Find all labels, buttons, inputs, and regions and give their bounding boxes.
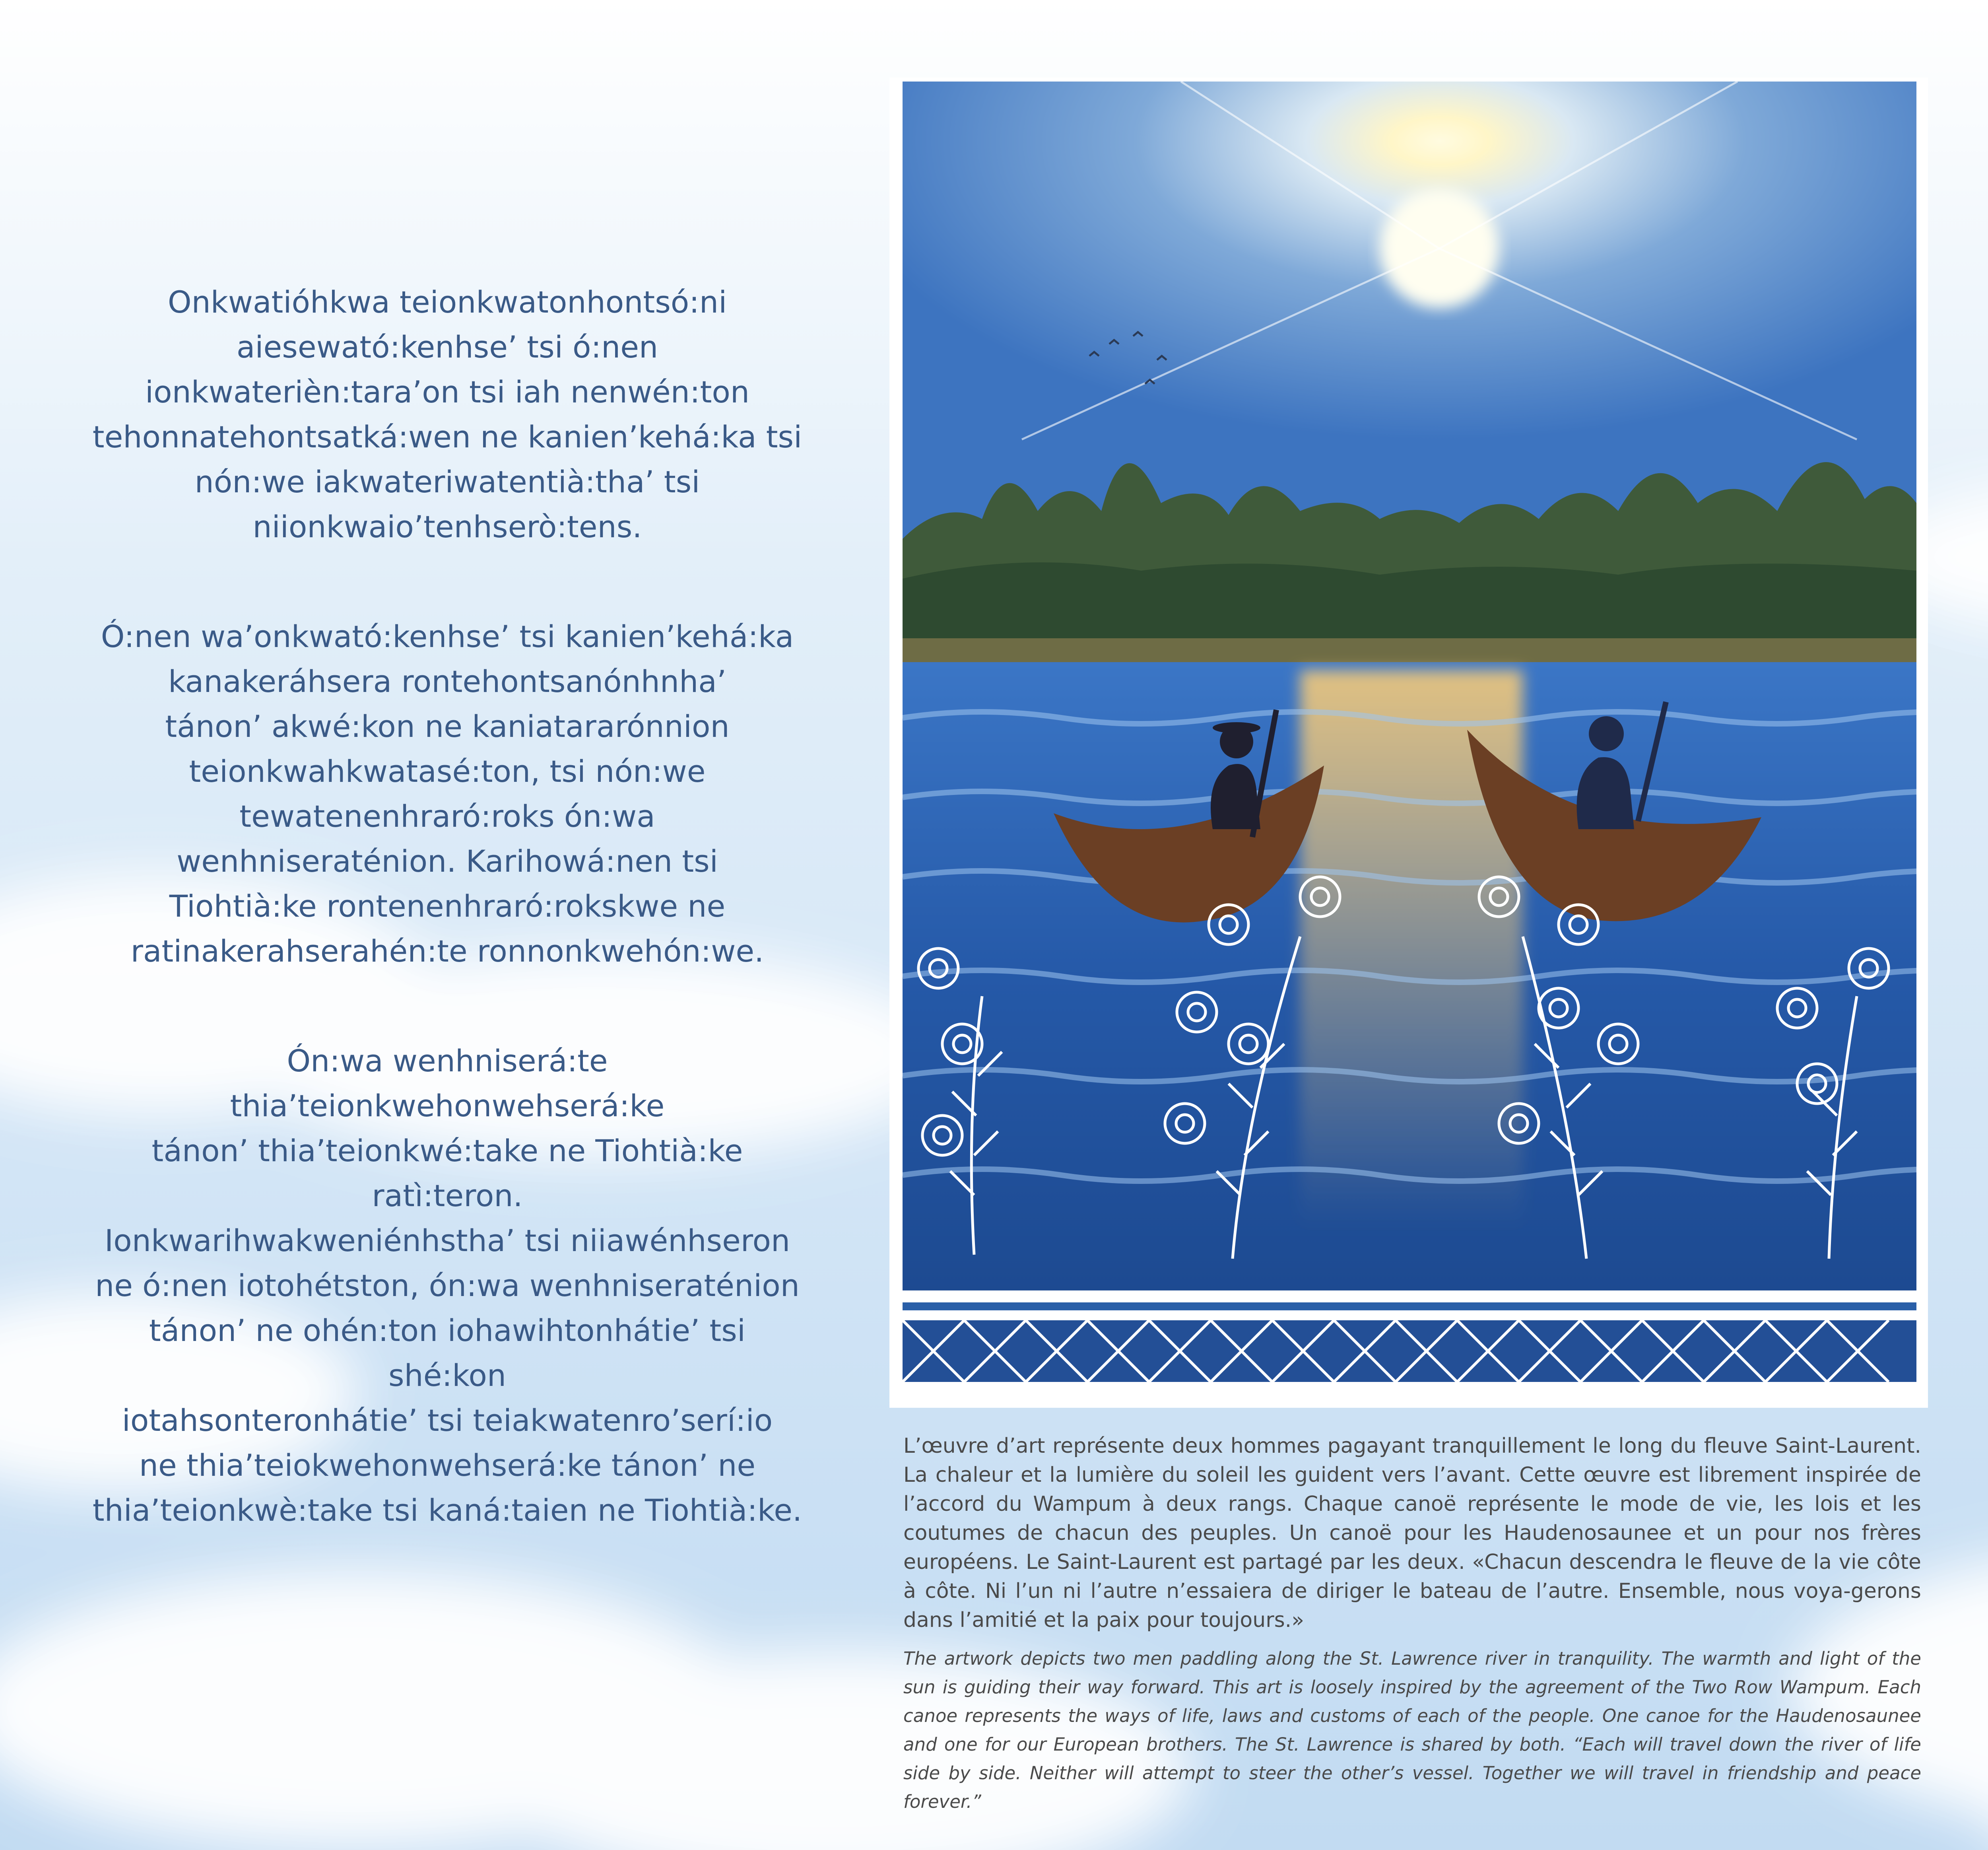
mohawk-paragraph-2: Ó:nen wa’onkwató:kenhse’ tsi kanien’kehá:ka kanakeráhsera rontehontsanónhnha’ tánon’ akwé:kon ne kaniatararónnion teionkwahkwatasé:ton, tsi nón:we tewatenenhraró:roks ón:wa wenhniseraténion. Karihowá:nen tsi Tiohtià:ke rontenenhraró:rokskwe ne ratinakerahserahén:te ronnonkwehón:we. <box>91 614 803 974</box>
mohawk-paragraph-3: Ón:wa wenhniserá:te thia’teionkwehonwehserá:ke tánon’ thia’teionkwé:take ne Tiohtià:ke ratì:teron. Ionkwarihwakweniénhstha’ tsi niiawénhseron ne ó:nen iotohétston, ón:wa wenhniseraténion tánon’ ne ohén:ton iohawihtonhátie’ tsi shé:kon iotahsonteronhátie’ tsi teiakwatenro’serí:io ne thia’teiokwehonwehserá:ke tánon’ ne thia’teionkwè:take tsi kaná:taien ne Tiohtià:ke. <box>91 1038 803 1533</box>
artwork-caption-french: L’œuvre d’art représente deux hommes pagayant tranquillement le long du fleuve Saint-Laurent. La chaleur et la lumière du soleil les guident vers l’avant. Cette œuvre est librement inspirée de l’accord du Wampum à deux rangs. Chaque canoë représente le mode de vie, les lois et les coutumes de chacun des peuples. Un canoë pour les Haudenosaunee et un pour nos frères européens. Le Saint-Laurent est partagé par les deux. «Chacun descendra le fleuve de la vie côte à côte. Ni l’un ni l’autre n’essaiera de diriger le bateau de l’autre. Ensemble, nous voya-gerons dans l’amitié et la paix pour toujours.» <box>903 1432 1921 1635</box>
mohawk-paragraph-1: Onkwatióhkwa teionkwatonhontsó:ni aiesewató:kenhse’ tsi ó:nen ionkwaterièn:tara’on tsi iah nenwén:ton tehonnatehontsatká:wen ne kanien’kehá:ka tsi nón:we iakwateriwatentià:tha’ tsi niionkwaio’tenhserò:tens. <box>91 280 803 549</box>
artwork-caption-english: The artwork depicts two men paddling along the St. Lawrence river in tranquility. The warmth and light of the sun is guiding their way forward. This art is loosely inspired by the agreement of the Two Row Wampum. Each canoe represents the ways of life, laws and customs of each of the people. One canoe for the Haudenosaunee and one for our European brothers. The St. Lawrence is shared by both. “Each will travel down the river of life side by side. Neither will attempt to steer the other’s vessel. Together we will travel in friendship and peace forever.” <box>903 1644 1921 1816</box>
